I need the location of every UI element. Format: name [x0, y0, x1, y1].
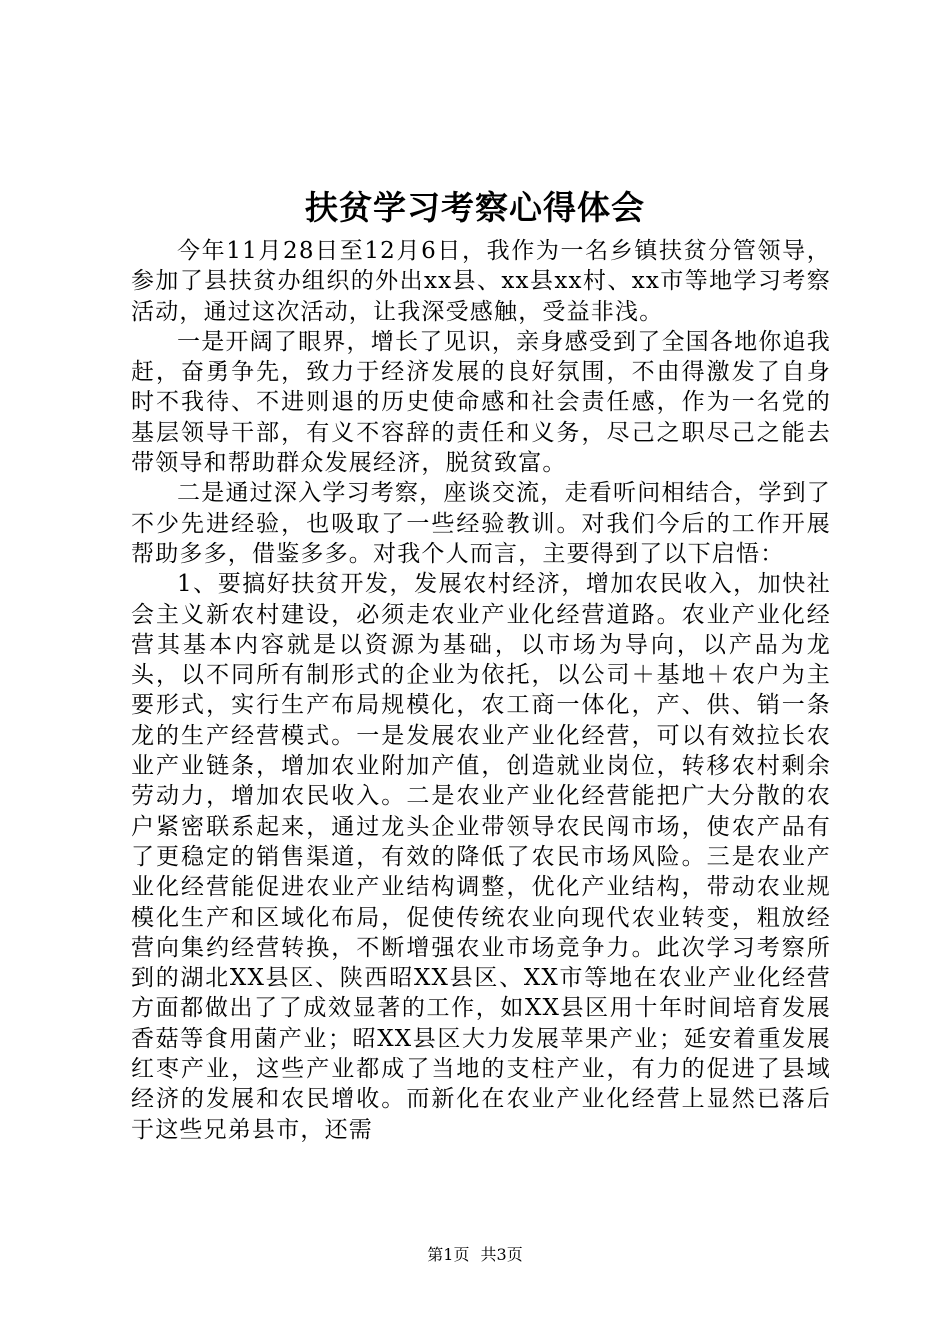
page-total: 共3页 — [480, 1245, 523, 1264]
document-body — [131, 236, 831, 1145]
paragraph-insight-one: 1、要搞好扶贫开发，发展农村经济，增加农民收入，加快社会主义新农村建设，必须走农业产业化经营道路。农业产业化经营其基本内容就是以资源为基础，以市场为导向，以产品为龙头，以不同所有制形式的企业为依托，以公司＋基地＋农户为主要形式，实行生产布局规模化，农工商一体化，产、供、销一条龙的生产经营模式。一是发展农业产业化经营，可以有效拉长农业产业链条，增加农业附加产值，创造就业岗位，转移农村剩余劳动力，增加农民收入。二是农业产业化经营能把广大分散的农户紧密联系起来，通过龙头企业带领导农民闯市场，使农产品有了更稳定的销售渠道，有效的降低了农民市场风险。三是农业产业化经营能促进农业产业结构调整，优化产业结构，带动农业规模化生产和区域化布局，促使传统农业向现代农业转变，粗放经营向集约经营转换，不断增强农业市场竞争力。此次学习考察所到的湖北XX县区、陕西昭XX县区、XX市等地在农业产业化经营方面都做出了了成效显著的工作，如XX县区用十年时间培育发展香菇等食用菌产业；昭XX县区大力发展苹果产业；延安着重发展红枣产业，这些产业都成了当地的支柱产业，有力的促进了县域经济的发展和农民增收。而新化在农业产业化经营上显然已落后于这些兄弟县市，还需 — [131, 571, 831, 1143]
paragraph-intro: 今年11月28日至12月6日，我作为一名乡镇扶贫分管领导，参加了县扶贫办组织的外出xx县、xx县xx村、xx市等地学习考察活动，通过这次活动，让我深受感触，受益非浅。 — [131, 238, 831, 325]
page-number: 第1页 — [427, 1245, 470, 1264]
paragraph-point-two: 二是通过深入学习考察，座谈交流，走看听问相结合，学到了不少先进经验，也吸取了一些经验教训。对我们今后的工作开展帮助多多，借鉴多多。对我个人而言，主要得到了以下启悟： — [131, 480, 831, 567]
document-title: 扶贫学习考察心得体会 — [305, 188, 645, 227]
page-footer — [0, 1244, 950, 1266]
paragraph-point-one: 一是开阔了眼界，增长了见识，亲身感受到了全国各地你追我赶，奋勇争先，致力于经济发展的良好氛围，不由得激发了自身时不我待、不进则退的历史使命感和社会责任感，作为一名党的基层领导干部，有义不容辞的责任和义务，尽己之职尽己之能去带领导和帮助群众发展经济，脱贫致富。 — [131, 328, 831, 477]
